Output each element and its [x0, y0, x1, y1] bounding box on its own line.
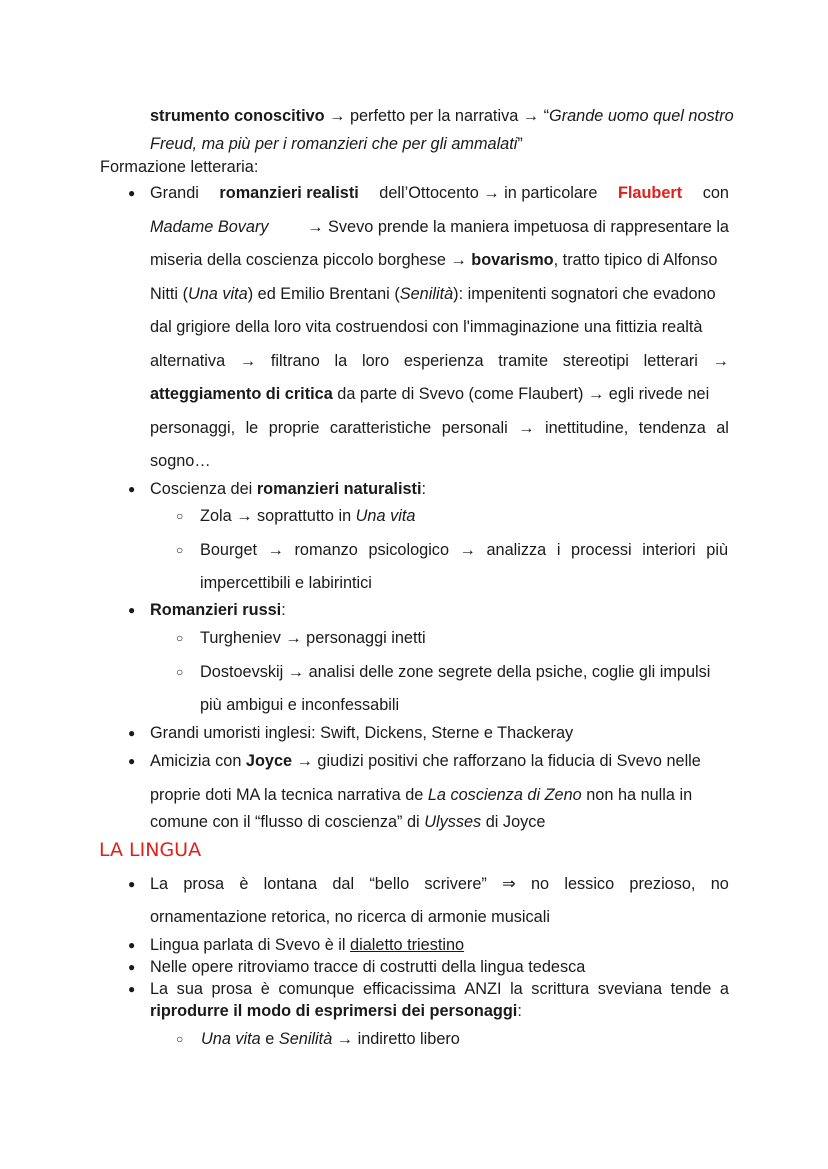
- word: stereotipi: [562, 352, 629, 370]
- senilita: Senilità: [399, 285, 454, 303]
- b3-line-1: [150, 600, 286, 620]
- c2-a: Lingua parlata di Svevo è il: [150, 936, 346, 954]
- word: la: [334, 352, 348, 370]
- b1-l3-c: , tratto tipico di Alfonso: [553, 251, 718, 269]
- word: →: [267, 541, 284, 559]
- una-vita-3: Una vita: [201, 1030, 261, 1048]
- word: letterari: [643, 352, 698, 370]
- c1-line-2: ornamentazione retorica, no ricerca di armonie musicali: [150, 908, 550, 926]
- word: no: [530, 875, 550, 893]
- word: inettitudine,: [545, 419, 629, 437]
- c2-line: [150, 935, 464, 955]
- b1-l2-rest: → Svevo prende la maniera impetuosa di rappresentare la: [307, 218, 729, 236]
- freud-quote-part1: Grande uomo quel nostro: [549, 107, 734, 125]
- b5-l2-a: proprie doti MA la tecnica narrativa de: [150, 786, 424, 804]
- b2-sub-1: [200, 506, 415, 526]
- romanzieri-russi: Romanzieri russi: [150, 601, 282, 619]
- bullet-icon: ●: [128, 938, 136, 952]
- word: →: [518, 419, 535, 437]
- word: esperienza: [403, 352, 484, 370]
- joyce: Joyce: [245, 752, 293, 770]
- b1-e: con: [702, 184, 729, 202]
- bullet-icon: ●: [128, 960, 136, 974]
- word: al: [716, 419, 729, 437]
- b3-sub-1: Turgheniev → personaggi inetti: [200, 629, 426, 647]
- formazione-heading: Formazione letteraria:: [100, 158, 259, 176]
- una-vita-2: Una vita: [355, 507, 416, 525]
- c4-s1-d: → indiretto libero: [332, 1030, 460, 1048]
- coscienza-di-zeno: La coscienza di Zeno: [427, 786, 582, 804]
- b2-c: :: [421, 480, 427, 498]
- b3-c: :: [281, 601, 286, 619]
- word: no: [710, 875, 729, 893]
- freud-quote-part2: Freud, ma più per i romanzieri che per gli ammalati: [150, 135, 518, 153]
- word: dal: [332, 875, 355, 893]
- word: processi: [571, 541, 632, 559]
- word: a: [719, 980, 729, 998]
- word: le: [245, 419, 259, 437]
- word: tendenza: [638, 419, 706, 437]
- b5-a: Amicizia con: [150, 752, 242, 770]
- atteggiamento-critica: atteggiamento di critica: [150, 385, 333, 403]
- b1-line-3: [150, 250, 729, 270]
- c4-sub-1: [201, 1029, 460, 1049]
- word: romanzo: [294, 541, 358, 559]
- b1-line-5: dal grigiore della loro vita costruendosi con l'immaginazione una fittizia realtà: [150, 318, 703, 336]
- b1-b: romanzieri realisti: [219, 184, 359, 202]
- word: ANZI: [464, 980, 502, 998]
- b5-l3-c: di Joyce: [485, 813, 546, 831]
- word: è: [260, 980, 270, 998]
- word: lontana: [263, 875, 318, 893]
- b2-line-1: [150, 479, 426, 499]
- c4-line-2: [150, 1001, 522, 1021]
- b1-l4-e: ): impenitenti sognatori che evadono: [453, 285, 716, 303]
- word: tende: [670, 980, 712, 998]
- word: sua: [176, 980, 203, 998]
- word: →: [239, 352, 257, 370]
- c1-line-1: [150, 874, 729, 894]
- b1-line-8: [150, 418, 729, 438]
- bullet-icon: ●: [128, 603, 136, 617]
- word: efficacissima: [362, 980, 456, 998]
- b1-line-1: [150, 183, 729, 203]
- b1-line-4: [150, 284, 716, 304]
- bullet-icon: ●: [128, 726, 136, 740]
- zola: Zola → soprattutto in: [200, 507, 352, 525]
- dialetto-triestino: dialetto triestino: [350, 936, 465, 954]
- intro-text: → perfetto per la narrativa → “: [324, 107, 550, 125]
- bullet-icon: ●: [128, 982, 136, 996]
- senilita-2: Senilità: [278, 1030, 333, 1048]
- word: La: [150, 980, 169, 998]
- bullet-icon: ●: [128, 754, 136, 768]
- b2-sub-2-line-2: impercettibili e labirintici: [200, 574, 372, 592]
- word: personali: [441, 419, 508, 437]
- b1-l7-rest: da parte di Svevo (come Flaubert) → egli rivede nei: [332, 385, 710, 403]
- word: prosa: [211, 980, 253, 998]
- b5-line-1: [150, 751, 729, 771]
- b2-a: Coscienza dei: [150, 480, 253, 498]
- b1-line-9: sogno…: [150, 452, 211, 470]
- word: La: [150, 875, 169, 893]
- c3-line: Nelle opere ritroviamo tracce di costrutti della lingua tedesca: [150, 958, 586, 976]
- word: caratteristiche: [329, 419, 432, 437]
- sub-bullet-icon: ○: [176, 1032, 184, 1046]
- b1-c: dell’Ottocento → in particolare: [379, 184, 598, 202]
- b1-l3-a: miseria della coscienza piccolo borghese →: [150, 251, 467, 269]
- word: la: [510, 980, 523, 998]
- b1-line-7: [150, 384, 709, 404]
- sub-bullet-icon: ○: [176, 665, 184, 679]
- romanzieri-naturalisti: romanzieri naturalisti: [256, 480, 422, 498]
- b1-line-2: [150, 217, 729, 237]
- word: filtrano: [270, 352, 320, 370]
- word: “bello: [369, 875, 410, 893]
- word: lessico: [564, 875, 615, 893]
- word: più: [706, 541, 728, 559]
- word: prezioso,: [629, 875, 696, 893]
- ulysses: Ulysses: [424, 813, 482, 831]
- una-vita: Una vita: [187, 285, 248, 303]
- word: loro: [361, 352, 390, 370]
- word: tramite: [498, 352, 549, 370]
- b5-c: → giudizi positivi che rafforzano la fiducia di Svevo nelle: [296, 752, 701, 770]
- word: sveviana: [597, 980, 663, 998]
- b1-a: Grandi: [150, 184, 199, 202]
- b5-l2-c: non ha nulla in: [586, 786, 693, 804]
- intro-bold: strumento conoscitivo: [150, 107, 325, 125]
- intro-line-2: [150, 134, 523, 154]
- bullet-icon: ●: [128, 877, 136, 891]
- bullet-icon: ●: [128, 186, 136, 200]
- sub-bullet-icon: ○: [176, 631, 184, 645]
- sub-bullet-icon: ○: [176, 543, 184, 557]
- sub-bullet-icon: ○: [176, 509, 184, 523]
- b3-sub-2: Dostoevskij → analisi delle zone segrete della psiche, coglie gli impulsi: [200, 663, 711, 681]
- word: ⇒: [502, 875, 516, 893]
- b5-line-2: [150, 785, 729, 805]
- word: alternativa: [150, 352, 226, 370]
- b2-sub-2: [200, 540, 728, 560]
- word: i: [556, 541, 561, 559]
- c4-line-1: [150, 979, 729, 999]
- section-heading-la-lingua: LA LINGUA: [99, 839, 202, 861]
- bovarismo: bovarismo: [471, 251, 554, 269]
- word: interiori: [642, 541, 696, 559]
- word: è: [239, 875, 249, 893]
- b1-l4-c: ) ed Emilio Brentani (: [247, 285, 400, 303]
- word: analizza: [486, 541, 547, 559]
- bullet-icon: ●: [128, 482, 136, 496]
- madame-bovary: Madame Bovary: [150, 218, 269, 236]
- word: Bourget: [200, 541, 258, 559]
- b5-l3-a: comune con il “flusso di coscienza” di: [150, 813, 420, 831]
- word: →: [712, 352, 729, 370]
- quote-close: ”: [517, 135, 523, 153]
- b3-sub-2-line-2: più ambigui e inconfessabili: [200, 696, 400, 714]
- c4-l2-c: :: [517, 1002, 522, 1020]
- word: prosa: [183, 875, 225, 893]
- riprodurre-modo: riprodurre il modo di esprimersi dei personaggi: [150, 1002, 518, 1020]
- b4-line: Grandi umoristi inglesi: Swift, Dickens, Sterne e Thackeray: [150, 724, 574, 742]
- word: comunque: [278, 980, 355, 998]
- word: proprie: [268, 419, 320, 437]
- word: personaggi,: [150, 419, 236, 437]
- b5-line-3: [150, 812, 545, 832]
- flaubert-highlight: Flaubert: [617, 184, 683, 202]
- word: scrivere”: [424, 875, 487, 893]
- word: →: [459, 541, 476, 559]
- b1-line-6: [150, 351, 729, 371]
- intro-line-1: [150, 106, 734, 126]
- word: scrittura: [531, 980, 590, 998]
- word: psicologico: [368, 541, 450, 559]
- c4-s1-b: e: [260, 1030, 279, 1048]
- b1-l4-a: Nitti (: [150, 285, 188, 303]
